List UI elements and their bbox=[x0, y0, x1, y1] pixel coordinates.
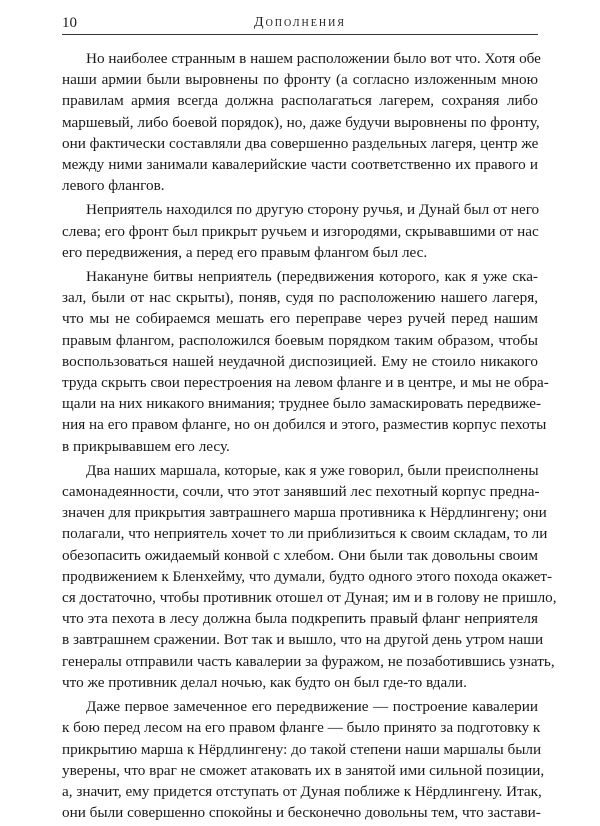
text-line: щали на них никакого внимания; труднее было замаскировать передвиже- bbox=[62, 395, 542, 413]
text-line: что мы не собираемся мешать его переправе через ручей перед нашим bbox=[62, 310, 538, 328]
text-line: Накануне битвы неприятель (передвижения которого, как я уже ска- bbox=[86, 268, 538, 286]
body-text bbox=[62, 48, 557, 826]
text-line: в завтрашнем сражении. Вот так и вышло, что на другой день утром наши bbox=[62, 631, 544, 649]
text-line: Но наиболее странным в нашем расположении было вот что. Хотя обе bbox=[86, 50, 541, 67]
paragraph bbox=[62, 696, 545, 823]
text-line: наши армии были выровнены по фронту (а согласно изложенным мною bbox=[62, 71, 538, 89]
section-title: Дополнения bbox=[254, 15, 346, 30]
text-line: маршевый, либо боевой порядок), но, даже будучи выровнены по фронту, bbox=[62, 113, 540, 131]
text-line: полагали, что неприятель хочет то ли приблизиться к своим складам, то ли bbox=[62, 525, 548, 543]
text-line: продвижением к Бленхейму, что думали, будто одного этого похода окажет- bbox=[62, 567, 553, 585]
text-line: слева; его фронт был прикрыт ручьем и изгородями, скрывавшими от нас bbox=[62, 222, 539, 240]
paragraph bbox=[62, 199, 538, 263]
text-line: его передвижения, а перед его правым флангом был лес. bbox=[62, 243, 428, 261]
page-number: 10 bbox=[62, 15, 77, 31]
text-line: к бою перед лесом на его правом фланге — было принято за подготовку к bbox=[62, 719, 541, 737]
text-line: труда скрыть свои перестроения на левом фланге и в центре, и мы не обра- bbox=[62, 374, 549, 392]
text-line: значен для прикрытия завтрашнего марша противника к Нёрдлингену; они bbox=[62, 504, 547, 522]
text-line: между ними занимали кавалерийские части соответственно их правого и bbox=[62, 156, 538, 174]
text-line: они были совершенно спокойны и бесконечно довольны тем, что застави- bbox=[62, 804, 541, 822]
text-line: в прикрывавшем его лесу. bbox=[62, 437, 230, 455]
text-line: генералы отправили часть кавалерии за фуражом, не позаботившись узнать, bbox=[62, 652, 555, 670]
text-line: зал, были от нас скрыты), поняв, судя по расположению нашего лагеря, bbox=[62, 289, 538, 307]
text-line: Неприятель находился по другую сторону ручья, и Дунай был от него bbox=[86, 201, 540, 219]
text-line: левого флангов. bbox=[62, 177, 165, 195]
text-line: правилам армия всегда должна располагаться лагерем, сохраняя либо bbox=[62, 92, 538, 110]
text-line: Даже первое замеченное его передвижение — построение кавалерии bbox=[86, 698, 538, 716]
text-line: ния на его правом фланге, но он добился и этого, разместив корпус пехоты bbox=[62, 416, 547, 434]
paragraph bbox=[62, 460, 557, 693]
running-head bbox=[62, 14, 538, 35]
paragraph bbox=[62, 48, 541, 196]
text-line: самонадеянности, сочли, что этот занявший лес пехотный корпус предна- bbox=[62, 483, 540, 501]
text-line: прикрытию марша к Нёрдлингену: до такой степени наши маршалы были bbox=[62, 740, 542, 758]
text-line: обезопасить ожидаемый конвой с хлебом. Они были так довольны своим bbox=[62, 546, 538, 564]
text-line: Два наших маршала, которые, как я уже говорил, были преисполнены bbox=[86, 461, 539, 479]
text-line: правым флангом, расположился боевым порядком таким образом, чтобы bbox=[62, 331, 538, 349]
text-line: что эта пехота в лесу должна была подкрепить правый фланг неприятеля bbox=[62, 610, 538, 628]
text-line: что же противник делал ночью, как будто он был где-то вдали. bbox=[62, 673, 467, 691]
text-line: ся достаточно, чтобы противник отошел от Дуная; им и в голову не пришло, bbox=[62, 589, 557, 607]
text-line: уверены, что враг не сможет атаковать их в занятой ими сильной позиции, bbox=[62, 761, 545, 779]
text-line: они фактически составляли два совершенно раздельных лагеря, центр же bbox=[62, 134, 539, 152]
paragraph bbox=[62, 266, 549, 457]
text-line: воспользоваться нашей неудачной диспозицией. Ему не стоило никакого bbox=[62, 352, 538, 370]
text-line: а, значит, ему придется отступать от Дуная поближе к Нёрдлингену. Итак, bbox=[62, 782, 542, 800]
